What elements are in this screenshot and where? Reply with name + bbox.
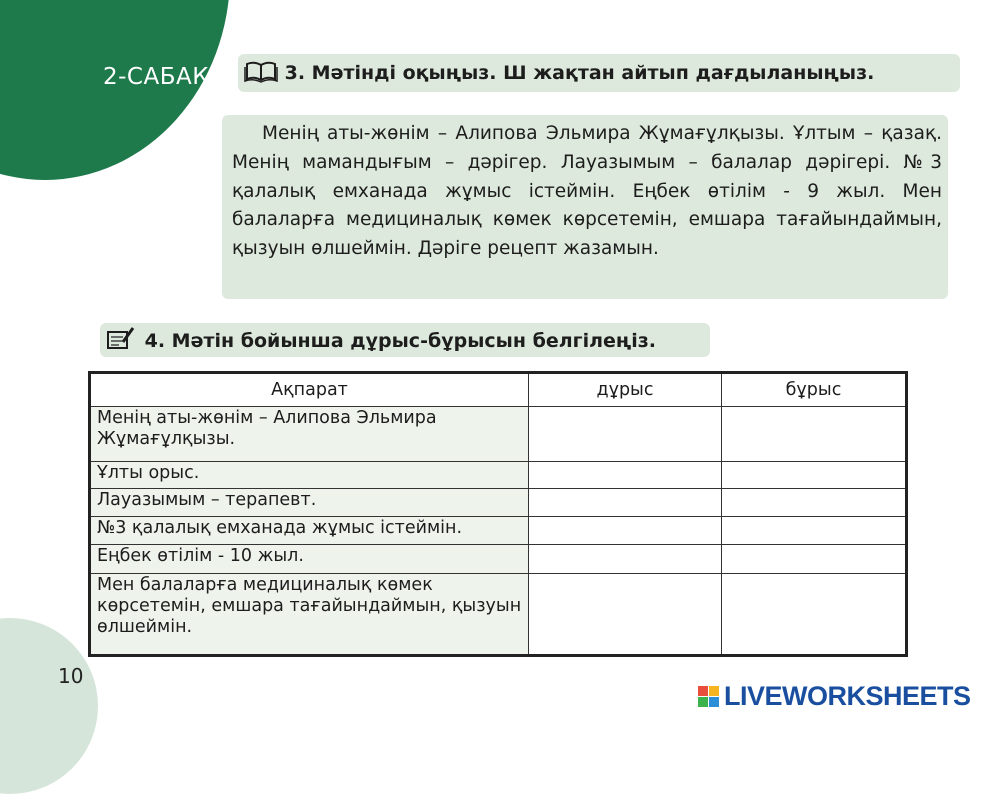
false-answer-cell[interactable] <box>722 545 907 574</box>
liveworksheets-logo[interactable] <box>698 681 971 712</box>
true-answer-cell[interactable] <box>529 574 722 656</box>
task4-title <box>104 327 656 356</box>
false-answer-cell[interactable] <box>722 574 907 656</box>
page-number: 10 <box>58 664 84 688</box>
statement-cell: Еңбек өтілім - 10 жыл. <box>90 545 529 574</box>
table-row <box>90 517 907 545</box>
corner-decoration <box>0 0 230 180</box>
answer-table <box>88 371 908 657</box>
task4-title-text: 4. Мәтін бойынша дұрыс-бұрысын белгілеңіз. <box>144 330 657 352</box>
table-row <box>90 545 907 574</box>
statement-cell: Лауазымым – терапевт. <box>90 489 529 517</box>
table-row <box>90 462 907 489</box>
table-header-row <box>90 373 907 407</box>
task3-title-text: 3. Мәтінді оқыңыз. Ш жақтан айтып дағдыланыңыз. <box>284 62 875 84</box>
column-header-false: бұрыс <box>722 373 907 407</box>
statement-cell: №3 қалалық емханада жұмыс істеймін. <box>90 517 529 545</box>
false-answer-cell[interactable] <box>722 407 907 462</box>
column-header-info: Ақпарат <box>90 373 529 407</box>
true-answer-cell[interactable] <box>529 462 722 489</box>
reading-text: Менің аты-жөнім – Алипова Эльмира Жұмағұлқызы. Ұлтым – қазақ. Менің мамандығым – дәрігер. Лауазымым – балалар дәрігері. №3 қалалық емханада жұмыс істеймін. Еңбек өтілім - 9 жыл. Мен балаларға медициналық көмек көрсетемін, емшара тағайындаймын, қызуын өлшеймін. Дәріге рецепт жазамын. <box>232 123 942 260</box>
table-row <box>90 574 907 656</box>
open-book-icon <box>244 59 278 88</box>
statement-cell: Ұлты орыс. <box>90 462 529 489</box>
column-header-true: дұрыс <box>529 373 722 407</box>
false-answer-cell[interactable] <box>722 462 907 489</box>
statement-cell: Мен балаларға медициналық көмек көрсетемін, емшара тағайындаймын, қызуын өлшеймін. <box>90 574 529 656</box>
notebook-pencil-icon <box>104 327 138 356</box>
true-answer-cell[interactable] <box>529 489 722 517</box>
false-answer-cell[interactable] <box>722 517 907 545</box>
brand-text: LIVEWORKSHEETS <box>724 681 971 711</box>
table-row <box>90 407 907 462</box>
brand-squares <box>698 686 719 707</box>
true-answer-cell[interactable] <box>529 517 722 545</box>
true-answer-cell[interactable] <box>529 407 722 462</box>
corner-decoration-bottom <box>0 618 98 794</box>
lesson-label: 2-САБАҚ <box>103 64 210 90</box>
table-row <box>90 489 907 517</box>
task3-title <box>244 59 874 88</box>
false-answer-cell[interactable] <box>722 489 907 517</box>
statement-cell: Менің аты-жөнім – Алипова Эльмира Жұмағұлқызы. <box>90 407 529 462</box>
true-answer-cell[interactable] <box>529 545 722 574</box>
